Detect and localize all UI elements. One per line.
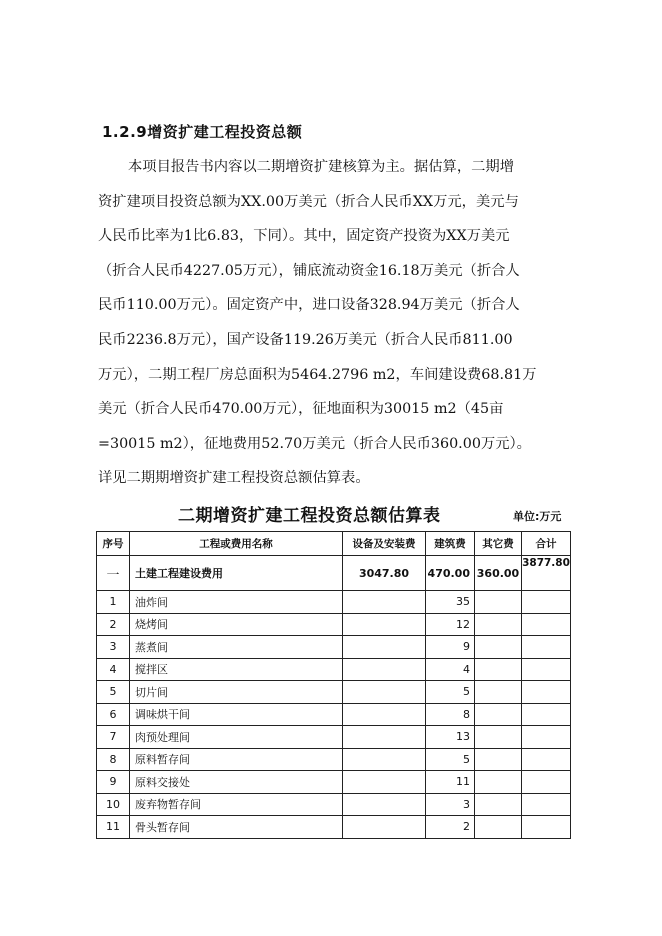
summary-equipment: 3047.80 — [343, 556, 426, 591]
row-name: 原料暂存间 — [130, 748, 343, 771]
row-building: 11 — [426, 771, 475, 794]
table-row — [97, 793, 571, 816]
header-total: 合计 — [522, 532, 571, 556]
row-equipment — [343, 636, 426, 659]
row-total — [522, 658, 571, 681]
row-other — [475, 771, 522, 794]
summary-no: 一 — [97, 556, 130, 591]
row-other — [475, 793, 522, 816]
header-other: 其它费 — [475, 532, 522, 556]
row-equipment — [343, 703, 426, 726]
row-no: 4 — [97, 658, 130, 681]
row-name: 油炸间 — [130, 591, 343, 614]
row-total — [522, 771, 571, 794]
row-total — [522, 793, 571, 816]
summary-row — [97, 556, 571, 591]
row-building: 2 — [426, 816, 475, 839]
summary-name: 土建工程建设费用 — [130, 556, 343, 591]
row-name: 搅拌区 — [130, 658, 343, 681]
row-name: 原料交接处 — [130, 771, 343, 794]
table-row — [97, 681, 571, 704]
investment-table — [96, 531, 571, 839]
row-name: 骨头暂存间 — [130, 816, 343, 839]
row-equipment — [343, 658, 426, 681]
row-no: 3 — [97, 636, 130, 659]
row-name: 烧烤间 — [130, 613, 343, 636]
table-title: 二期增资扩建工程投资总额估算表 — [178, 506, 441, 526]
section-heading: 1.2.9增资扩建工程投资总额 — [102, 123, 303, 141]
paragraph-line: 万元），二期工程厂房总面积为5464.2796 m2，车间建设费68.81万 — [98, 366, 537, 383]
row-other — [475, 591, 522, 614]
row-other — [475, 613, 522, 636]
row-building: 8 — [426, 703, 475, 726]
row-equipment — [343, 771, 426, 794]
row-equipment — [343, 681, 426, 704]
row-building: 13 — [426, 726, 475, 749]
row-total — [522, 726, 571, 749]
paragraph-line: 民币110.00万元）。固定资产中，进口设备328.94万美元（折合人 — [98, 297, 520, 314]
paragraph-line: 本项目报告书内容以二期增资扩建核算为主。据估算，二期增 — [128, 159, 515, 175]
table-row — [97, 816, 571, 839]
row-name: 蒸煮间 — [130, 636, 343, 659]
row-total — [522, 636, 571, 659]
row-building: 35 — [426, 591, 475, 614]
header-name: 工程或费用名称 — [130, 532, 343, 556]
row-other — [475, 681, 522, 704]
row-total — [522, 816, 571, 839]
row-no: 9 — [97, 771, 130, 794]
row-no: 2 — [97, 613, 130, 636]
table-row — [97, 591, 571, 614]
table-row — [97, 771, 571, 794]
row-total — [522, 748, 571, 771]
row-building: 12 — [426, 613, 475, 636]
row-name: 调味烘干间 — [130, 703, 343, 726]
row-name: 废弃物暂存间 — [130, 793, 343, 816]
row-building: 4 — [426, 658, 475, 681]
paragraph-line: 民币2236.8万元），国产设备119.26万美元（折合人民币811.00 — [98, 331, 513, 348]
header-building: 建筑费 — [426, 532, 475, 556]
row-other — [475, 726, 522, 749]
row-equipment — [343, 748, 426, 771]
row-total — [522, 703, 571, 726]
paragraph-line: 美元（折合人民币470.00万元），征地面积为30015 m2（45亩 — [98, 401, 504, 418]
row-no: 11 — [97, 816, 130, 839]
row-building: 3 — [426, 793, 475, 816]
row-total — [522, 613, 571, 636]
paragraph-line: 资扩建项目投资总额为XX.00万美元（折合人民币XX万元，美元与 — [98, 193, 519, 210]
row-total — [522, 591, 571, 614]
header-no: 序号 — [97, 532, 130, 556]
table-unit: 单位:万元 — [513, 510, 562, 523]
row-other — [475, 636, 522, 659]
table-row — [97, 703, 571, 726]
row-no: 5 — [97, 681, 130, 704]
row-building: 5 — [426, 748, 475, 771]
summary-building: 470.00 — [426, 556, 475, 591]
table-row — [97, 748, 571, 771]
row-other — [475, 703, 522, 726]
row-other — [475, 816, 522, 839]
row-name: 切片间 — [130, 681, 343, 704]
summary-other: 360.00 — [475, 556, 522, 591]
summary-total: 3877.80 — [522, 556, 571, 591]
paragraph-line: （折合人民币4227.05万元），铺底流动资金16.18万美元（折合人 — [98, 262, 520, 279]
row-equipment — [343, 793, 426, 816]
row-no: 8 — [97, 748, 130, 771]
row-equipment — [343, 591, 426, 614]
paragraph-line: 详见二期期增资扩建工程投资总额估算表。 — [98, 470, 370, 487]
row-equipment — [343, 726, 426, 749]
table-row — [97, 658, 571, 681]
table-row — [97, 636, 571, 659]
body-paragraph — [98, 150, 566, 496]
header-equipment: 设备及安装费 — [343, 532, 426, 556]
row-building: 9 — [426, 636, 475, 659]
paragraph-line: 人民币比率为1比6.83，下同）。其中，固定资产投资为XX万美元 — [98, 228, 510, 245]
paragraph-line: =30015 m2），征地费用52.70万美元（折合人民币360.00万元）。 — [98, 435, 531, 452]
row-total — [522, 681, 571, 704]
table-header-row — [97, 532, 571, 556]
row-name: 肉预处理间 — [130, 726, 343, 749]
row-other — [475, 748, 522, 771]
row-equipment — [343, 613, 426, 636]
row-building: 5 — [426, 681, 475, 704]
row-other — [475, 658, 522, 681]
row-equipment — [343, 816, 426, 839]
row-no: 10 — [97, 793, 130, 816]
row-no: 1 — [97, 591, 130, 614]
table-row — [97, 613, 571, 636]
row-no: 6 — [97, 703, 130, 726]
row-no: 7 — [97, 726, 130, 749]
table-row — [97, 726, 571, 749]
